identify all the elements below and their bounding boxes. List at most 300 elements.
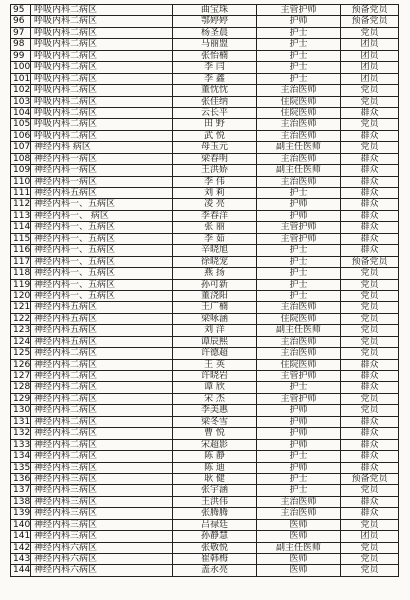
political-status-cell: 预备党员 <box>341 257 399 268</box>
staff-table <box>10 4 399 577</box>
row-number-cell: 139 <box>13 508 31 519</box>
job-title-cell: 护士 <box>257 485 341 496</box>
job-title-cell: 护师 <box>257 463 341 474</box>
political-status-cell: 团员 <box>341 62 399 73</box>
political-status-cell: 党员 <box>341 554 399 565</box>
job-title-cell: 主治医师 <box>257 337 341 348</box>
job-title-cell: 护士 <box>257 280 341 291</box>
row-number-cell: 126 <box>13 359 31 370</box>
job-title-cell: 主治医师 <box>257 177 341 188</box>
row-number-cell: 121 <box>13 302 31 313</box>
row-number-cell: 101 <box>13 73 31 84</box>
staff-name-cell: 母玉元 <box>173 142 257 153</box>
staff-name-cell: 李 伟 <box>173 177 257 188</box>
staff-name-cell: 吕禄廷 <box>173 520 257 531</box>
row-number-cell: 130 <box>13 405 31 416</box>
staff-name-cell: 李美惠 <box>173 405 257 416</box>
staff-name-cell: 张敬悦 <box>173 543 257 554</box>
political-status-cell: 群众 <box>341 222 399 233</box>
table-row <box>11 154 399 165</box>
table-row <box>11 337 399 348</box>
row-number-cell: 112 <box>13 199 31 210</box>
row-number-cell: 142 <box>13 542 31 553</box>
job-title-cell: 主治医师 <box>257 154 341 165</box>
staff-name-cell: 云长平 <box>173 108 257 119</box>
row-number-cell: 99 <box>11 51 31 62</box>
department-cell: 呼吸内科二病区 <box>31 5 173 16</box>
row-number-cell: 97 <box>11 28 31 39</box>
political-status-cell: 群众 <box>341 440 399 451</box>
table-row <box>11 325 399 336</box>
table-row <box>11 463 399 474</box>
job-title-cell: 医师 <box>257 554 341 565</box>
job-title-cell: 护士 <box>257 291 341 302</box>
department-cell: 神经内科二病区 <box>31 440 173 451</box>
staff-name-cell: 李 茹 <box>173 234 257 245</box>
job-title-cell: 主治医师 <box>257 85 341 96</box>
political-status-cell: 群众 <box>341 177 399 188</box>
row-number-cell: 122 <box>13 313 31 324</box>
department-cell: 神经内科二病区 <box>31 428 173 439</box>
row-number-cell: 108 <box>13 153 31 164</box>
job-title-cell: 护士 <box>257 257 341 268</box>
job-title-cell: 主管护师 <box>257 5 341 16</box>
job-title-cell: 护士 <box>257 39 341 50</box>
job-title-cell: 护师 <box>257 405 341 416</box>
political-status-cell: 群众 <box>341 131 399 142</box>
job-title-cell: 住院医师 <box>257 108 341 119</box>
political-status-cell: 群众 <box>341 508 399 519</box>
table-row <box>11 314 399 325</box>
political-status-cell: 党员 <box>341 520 399 531</box>
job-title-cell: 主管护师 <box>257 394 341 405</box>
department-cell: 呼吸内科二病区 <box>31 28 173 39</box>
job-title-cell: 副主任医师 <box>257 165 341 176</box>
staff-name-cell: 谭辰熙 <box>173 337 257 348</box>
job-title-cell: 护师 <box>257 440 341 451</box>
row-number-cell: 129 <box>13 393 31 404</box>
staff-name-cell: 崔韩梅 <box>173 554 257 565</box>
row-number-cell: 124 <box>13 336 31 347</box>
row-number-cell: 127 <box>13 371 31 381</box>
row-number-cell: 135 <box>13 462 31 473</box>
department-cell: 呼吸内科二病区 <box>31 51 173 62</box>
staff-name-cell: 陈 迪 <box>173 463 257 474</box>
job-title-cell: 护士 <box>257 188 341 199</box>
staff-name-cell: 许德超 <box>173 348 257 359</box>
table-row <box>11 405 399 416</box>
table-row <box>11 485 399 496</box>
political-status-cell: 党员 <box>341 142 399 153</box>
table-row <box>11 497 399 508</box>
job-title-cell: 护士 <box>257 451 341 462</box>
political-status-cell: 群众 <box>341 165 399 176</box>
department-cell: 神经内科五病区 <box>31 188 173 199</box>
table-row <box>11 5 399 16</box>
department-cell: 神经内科三病区 <box>31 463 173 474</box>
table-row <box>11 28 399 39</box>
job-title-cell: 护师 <box>257 417 341 428</box>
job-title-cell: 主治医师 <box>257 497 341 508</box>
staff-name-cell: 李 闫 <box>173 62 257 73</box>
political-status-cell: 群众 <box>341 360 399 371</box>
department-cell: 神经内科一、 病区 <box>31 211 173 222</box>
staff-name-cell: 梁春明 <box>173 154 257 165</box>
staff-name-cell: 张佳纳 <box>173 97 257 108</box>
table-row <box>11 520 399 531</box>
political-status-cell: 群众 <box>341 108 399 119</box>
department-cell: 神经内科三病区 <box>31 474 173 485</box>
table-row <box>11 360 399 371</box>
political-status-cell: 党员 <box>341 302 399 313</box>
job-title-cell: 住院医师 <box>257 97 341 108</box>
table-row <box>11 85 399 96</box>
political-status-cell: 党员 <box>341 565 399 576</box>
political-status-cell: 党员 <box>341 280 399 291</box>
political-status-cell: 群众 <box>341 199 399 210</box>
job-title-cell: 护师 <box>257 428 341 439</box>
staff-name-cell: 凌 亮 <box>173 199 257 210</box>
job-title-cell: 副主任医师 <box>257 543 341 554</box>
row-number-cell: 114 <box>13 222 31 233</box>
political-status-cell: 团员 <box>341 39 399 50</box>
staff-name-cell: 张宇涵 <box>173 485 257 496</box>
table-row <box>11 428 399 439</box>
job-title-cell: 医师 <box>257 531 341 542</box>
job-title-cell: 护士 <box>257 382 341 393</box>
staff-name-cell: 曹 悦 <box>173 428 257 439</box>
row-number-cell: 105 <box>13 119 31 130</box>
political-status-cell: 群众 <box>341 371 399 382</box>
staff-name-cell: 盖永亮 <box>173 565 257 576</box>
job-title-cell: 医师 <box>257 520 341 531</box>
political-status-cell: 党员 <box>341 325 399 336</box>
political-status-cell: 群众 <box>341 234 399 245</box>
staff-name-cell: 王 英 <box>173 360 257 371</box>
row-number-cell: 132 <box>13 428 31 439</box>
political-status-cell: 党员 <box>341 85 399 96</box>
staff-name-cell: 董浇阳 <box>173 291 257 302</box>
job-title-cell: 护士 <box>257 474 341 485</box>
row-number-cell: 106 <box>13 130 31 141</box>
political-status-cell: 团员 <box>341 74 399 85</box>
department-cell: 呼吸内科二病区 <box>31 74 173 85</box>
department-cell: 神经内科一、五病区 <box>31 280 173 291</box>
job-title-cell: 医师 <box>257 565 341 576</box>
job-title-cell: 护师 <box>257 199 341 210</box>
job-title-cell: 主治医师 <box>257 508 341 519</box>
table-row <box>11 188 399 199</box>
table-row <box>11 39 399 50</box>
department-cell: 神经内科三病区 <box>31 520 173 531</box>
staff-name-cell: 曲宝珠 <box>173 5 257 16</box>
staff-name-cell: 孙可新 <box>173 280 257 291</box>
staff-name-cell: 耿 健 <box>173 474 257 485</box>
table-row <box>11 291 399 302</box>
staff-name-cell: 孙静慧 <box>173 531 257 542</box>
row-number-cell: 137 <box>13 485 31 496</box>
job-title-cell: 护师 <box>257 16 341 27</box>
department-cell: 神经内科一、五病区 <box>31 199 173 210</box>
job-title-cell: 主治医师 <box>257 131 341 142</box>
staff-name-cell: 田 野 <box>173 119 257 130</box>
political-status-cell: 群众 <box>341 417 399 428</box>
department-cell: 神经内科 病区 <box>31 142 173 153</box>
staff-name-cell: 杨圣晨 <box>173 28 257 39</box>
staff-name-cell: 梁冬雪 <box>173 417 257 428</box>
job-title-cell: 主治医师 <box>257 348 341 359</box>
job-title-cell: 主管护师 <box>257 371 341 382</box>
job-title-cell: 主管护师 <box>257 222 341 233</box>
row-number-cell: 95 <box>11 5 31 16</box>
political-status-cell: 党员 <box>341 337 399 348</box>
row-number-cell: 96 <box>11 16 31 27</box>
table-row <box>11 222 399 233</box>
staff-name-cell: 马丽盟 <box>173 39 257 50</box>
table-row <box>11 51 399 62</box>
job-title-cell: 护士 <box>257 28 341 39</box>
table-row <box>11 302 399 313</box>
department-cell: 神经内科五病区 <box>31 325 173 336</box>
political-status-cell: 群众 <box>341 497 399 508</box>
staff-name-cell: 王洪娇 <box>173 165 257 176</box>
table-row <box>11 211 399 222</box>
department-cell: 神经内科五病区 <box>31 314 173 325</box>
department-cell: 神经内科一、五病区 <box>31 222 173 233</box>
political-status-cell: 群众 <box>341 428 399 439</box>
staff-name-cell: 王洪伟 <box>173 497 257 508</box>
table-row <box>11 131 399 142</box>
department-cell: 神经内科一、五病区 <box>31 245 173 256</box>
table-row <box>11 257 399 268</box>
department-cell: 神经内科六病区 <box>31 543 173 554</box>
table-row <box>11 119 399 130</box>
staff-name-cell: 鄂婷婷 <box>173 16 257 27</box>
political-status-cell: 群众 <box>341 382 399 393</box>
political-status-cell: 群众 <box>341 463 399 474</box>
department-cell: 神经内科五病区 <box>31 302 173 313</box>
staff-name-cell: 宋 杰 <box>173 394 257 405</box>
job-title-cell: 主治医师 <box>257 119 341 130</box>
job-title-cell: 护士 <box>257 51 341 62</box>
department-cell: 神经内科三病区 <box>31 531 173 542</box>
table-row <box>11 382 399 393</box>
staff-name-cell: 王广楠 <box>173 302 257 313</box>
staff-name-cell: 谭 欣 <box>173 382 257 393</box>
row-number-cell: 119 <box>13 279 31 290</box>
department-cell: 神经内科一、五病区 <box>31 257 173 268</box>
political-status-cell: 党员 <box>341 543 399 554</box>
political-status-cell: 群众 <box>341 154 399 165</box>
department-cell: 呼吸内科二病区 <box>31 62 173 73</box>
department-cell: 神经内科三病区 <box>31 508 173 519</box>
row-number-cell: 136 <box>13 473 31 484</box>
table-row <box>11 554 399 565</box>
staff-name-cell: 梁咏涵 <box>173 314 257 325</box>
staff-name-cell: 刘 洋 <box>173 325 257 336</box>
political-status-cell: 团员 <box>341 51 399 62</box>
department-cell: 神经内科三病区 <box>31 485 173 496</box>
political-status-cell: 党员 <box>341 348 399 359</box>
political-status-cell: 党员 <box>341 119 399 130</box>
row-number-cell: 116 <box>13 245 31 256</box>
staff-name-cell: 李春洋 <box>173 211 257 222</box>
job-title-cell: 主治医师 <box>257 302 341 313</box>
department-cell: 神经内科一病区 <box>31 177 173 188</box>
row-number-cell: 100 <box>13 62 31 73</box>
staff-name-cell: 许晓岩 <box>173 371 257 382</box>
political-status-cell: 党员 <box>341 268 399 279</box>
row-number-cell: 117 <box>13 256 31 267</box>
political-status-cell: 预备党员 <box>341 5 399 16</box>
row-number-cell: 138 <box>13 496 31 507</box>
table-row <box>11 177 399 188</box>
department-cell: 神经内科一、五病区 <box>31 268 173 279</box>
department-cell: 神经内科二病区 <box>31 382 173 393</box>
political-status-cell: 群众 <box>341 188 399 199</box>
job-title-cell: 护师 <box>257 211 341 222</box>
job-title-cell: 护士 <box>257 268 341 279</box>
staff-name-cell: 张怡楠 <box>173 51 257 62</box>
department-cell: 呼吸内科二病区 <box>31 97 173 108</box>
row-number-cell: 128 <box>13 382 31 393</box>
department-cell: 神经内科二病区 <box>31 394 173 405</box>
table-row <box>11 508 399 519</box>
table-row <box>11 348 399 359</box>
row-number-cell: 102 <box>13 85 31 96</box>
department-cell: 神经内科一、五病区 <box>31 291 173 302</box>
row-number-cell: 107 <box>13 142 31 153</box>
department-cell: 呼吸内科二病区 <box>31 108 173 119</box>
department-cell: 呼吸内科二病区 <box>31 119 173 130</box>
staff-name-cell: 董忱忱 <box>173 85 257 96</box>
political-status-cell: 党员 <box>341 485 399 496</box>
row-number-cell: 140 <box>13 519 31 530</box>
department-cell: 神经内科三病区 <box>31 497 173 508</box>
staff-name-cell: 武 悦 <box>173 131 257 142</box>
table-row <box>11 74 399 85</box>
row-number-cell: 115 <box>13 233 31 244</box>
row-number-cell: 98 <box>11 39 31 50</box>
political-status-cell: 群众 <box>341 211 399 222</box>
job-title-cell: 住院医师 <box>257 314 341 325</box>
table-row <box>11 474 399 485</box>
row-number-cell: 123 <box>13 325 31 336</box>
staff-name-cell: 张 丽 <box>173 222 257 233</box>
job-title-cell: 主管护师 <box>257 234 341 245</box>
row-number-cell: 104 <box>13 107 31 118</box>
department-cell: 神经内科二病区 <box>31 371 173 382</box>
row-number-cell: 120 <box>13 290 31 301</box>
job-title-cell: 护士 <box>257 74 341 85</box>
department-cell: 神经内科二病区 <box>31 348 173 359</box>
department-cell: 神经内科二病区 <box>31 417 173 428</box>
staff-name-cell: 燕 扬 <box>173 268 257 279</box>
table-row <box>11 108 399 119</box>
table-row <box>11 97 399 108</box>
political-status-cell: 群众 <box>341 245 399 256</box>
job-title-cell: 护士 <box>257 62 341 73</box>
department-cell: 神经内科六病区 <box>31 565 173 576</box>
political-status-cell: 预备党员 <box>341 16 399 27</box>
table-row <box>11 565 399 576</box>
row-number-cell: 134 <box>13 451 31 462</box>
job-title-cell: 副主任医师 <box>257 325 341 336</box>
department-cell: 神经内科五病区 <box>31 337 173 348</box>
row-number-cell: 141 <box>13 531 31 542</box>
table-row <box>11 16 399 27</box>
department-cell: 神经内科二病区 <box>31 451 173 462</box>
table-row <box>11 199 399 210</box>
table-row <box>11 451 399 462</box>
row-number-cell: 144 <box>13 565 31 576</box>
staff-name-cell: 宋超影 <box>173 440 257 451</box>
department-cell: 神经内科六病区 <box>31 554 173 565</box>
table-row <box>11 142 399 153</box>
row-number-cell: 109 <box>13 165 31 176</box>
staff-name-cell: 辛晓旭 <box>173 245 257 256</box>
staff-name-cell: 刘 莉 <box>173 188 257 199</box>
table-row <box>11 245 399 256</box>
political-status-cell: 团员 <box>341 531 399 542</box>
department-cell: 呼吸内科二病区 <box>31 131 173 142</box>
row-number-cell: 118 <box>13 268 31 279</box>
table-row <box>11 165 399 176</box>
department-cell: 呼吸内科二病区 <box>31 39 173 50</box>
political-status-cell: 预备党员 <box>341 474 399 485</box>
political-status-cell: 党员 <box>341 314 399 325</box>
row-number-cell: 103 <box>13 96 31 107</box>
department-cell: 神经内科二病区 <box>31 405 173 416</box>
row-number-cell: 133 <box>13 439 31 450</box>
department-cell: 神经内科一病区 <box>31 165 173 176</box>
political-status-cell: 党员 <box>341 405 399 416</box>
row-number-cell: 143 <box>13 554 31 564</box>
table-row <box>11 417 399 428</box>
staff-name-cell: 徐晓宠 <box>173 257 257 268</box>
department-cell: 神经内科二病区 <box>31 360 173 371</box>
row-number-cell: 111 <box>13 188 31 198</box>
row-number-cell: 110 <box>13 176 31 187</box>
table-row <box>11 394 399 405</box>
table-row <box>11 280 399 291</box>
table-row <box>11 531 399 542</box>
department-cell: 神经内科一病区 <box>31 154 173 165</box>
political-status-cell: 党员 <box>341 28 399 39</box>
table-row <box>11 268 399 279</box>
row-number-cell: 113 <box>13 210 31 221</box>
political-status-cell: 党员 <box>341 291 399 302</box>
department-cell: 呼吸内科二病区 <box>31 16 173 27</box>
table-row <box>11 440 399 451</box>
political-status-cell: 群众 <box>341 451 399 462</box>
table-row <box>11 543 399 554</box>
job-title-cell: 住院医师 <box>257 360 341 371</box>
staff-name-cell: 陈 静 <box>173 451 257 462</box>
department-cell: 呼吸内科二病区 <box>31 85 173 96</box>
political-status-cell: 党员 <box>341 97 399 108</box>
department-cell: 神经内科一、五病区 <box>31 234 173 245</box>
table-row <box>11 234 399 245</box>
row-number-cell: 125 <box>13 348 31 359</box>
table-row <box>11 62 399 73</box>
political-status-cell: 党员 <box>341 394 399 405</box>
table-row <box>11 371 399 382</box>
row-number-cell: 131 <box>13 416 31 427</box>
job-title-cell: 护士 <box>257 245 341 256</box>
staff-name-cell: 李 鑫 <box>173 74 257 85</box>
staff-name-cell: 张腾腾 <box>173 508 257 519</box>
